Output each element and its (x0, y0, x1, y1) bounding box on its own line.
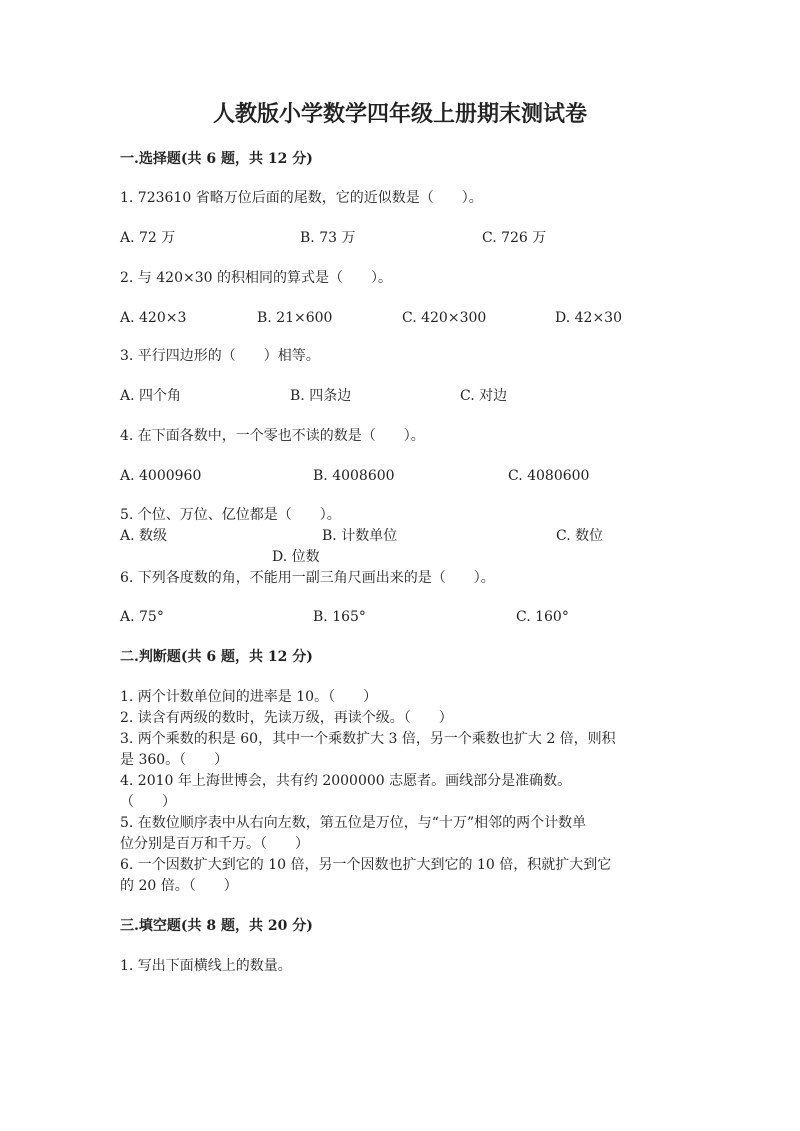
option: B. 21×600 (257, 310, 333, 326)
option: A. 75° (120, 609, 164, 625)
option: C. 420×300 (402, 310, 487, 326)
option: A. 4000960 (120, 468, 202, 484)
section-heading-choice: 一.选择题(共 6 题，共 12 分) (120, 151, 313, 167)
statement-line: 的 20 倍。（ ） (120, 878, 238, 894)
statement-line: 6. 一个因数扩大到它的 10 倍，另一个因数也扩大到它的 10 倍，积就扩大到它 (120, 857, 612, 873)
question-stem: 5. 个位、万位、亿位都是（ ）。 (120, 507, 341, 523)
statement-line: 5. 在数位顺序表中从右向左数，第五位是万位，与“十万”相邻的两个计数单 (120, 815, 587, 831)
option: A. 72 万 (120, 230, 176, 246)
page-title: 人教版小学数学四年级上册期末测试卷 (212, 101, 587, 127)
option: C. 160° (516, 609, 569, 625)
option: B. 计数单位 (322, 528, 398, 544)
option: C. 数位 (556, 528, 604, 544)
option: C. 对边 (460, 388, 508, 404)
statement-line: 4. 2010 年上海世博会，共有约 2000000 志愿者。画线部分是准确数。 (120, 773, 572, 789)
option: D. 位数 (272, 549, 320, 565)
section-heading-judgement: 二.判断题(共 6 题，共 12 分) (120, 649, 313, 665)
section-heading-fill-in: 三.填空题(共 8 题，共 20 分) (120, 918, 313, 934)
question-stem: 4. 在下面各数中，一个零也不读的数是（ ）。 (120, 428, 425, 444)
statement-line: 3. 两个乘数的积是 60，其中一个乘数扩大 3 倍，另一个乘数也扩大 2 倍，则积 (120, 731, 616, 747)
option: A. 420×3 (120, 310, 187, 326)
question-stem: 1. 写出下面横线上的数量。 (120, 958, 292, 974)
statement-line: （ ） (120, 794, 176, 810)
option: C. 726 万 (482, 230, 547, 246)
statement-line: 位分别是百万和千万。（ ） (120, 836, 309, 852)
question-stem: 1. 723610 省略万位后面的尾数，它的近似数是（ ）。 (120, 190, 483, 206)
statement-line: 是 360。（ ） (120, 752, 229, 768)
option: B. 165° (313, 609, 366, 625)
question-stem: 6. 下列各度数的角，不能用一副三角尺画出来的是（ ）。 (120, 570, 495, 586)
option: B. 73 万 (300, 230, 356, 246)
question-stem: 2. 与 420×30 的积相同的算式是（ ）。 (120, 270, 392, 286)
option: B. 4008600 (313, 468, 395, 484)
statement-line: 2. 读含有两级的数时，先读万级，再读个级。（ ） (120, 710, 453, 726)
option: D. 42×30 (555, 310, 622, 326)
question-stem: 3. 平行四边形的（ ）相等。 (120, 348, 320, 364)
option: A. 四个角 (120, 388, 182, 404)
option: C. 4080600 (508, 468, 590, 484)
statement-line: 1. 两个计数单位间的进率是 10。（ ） (120, 689, 378, 705)
option: A. 数级 (120, 528, 168, 544)
option: B. 四条边 (290, 388, 352, 404)
